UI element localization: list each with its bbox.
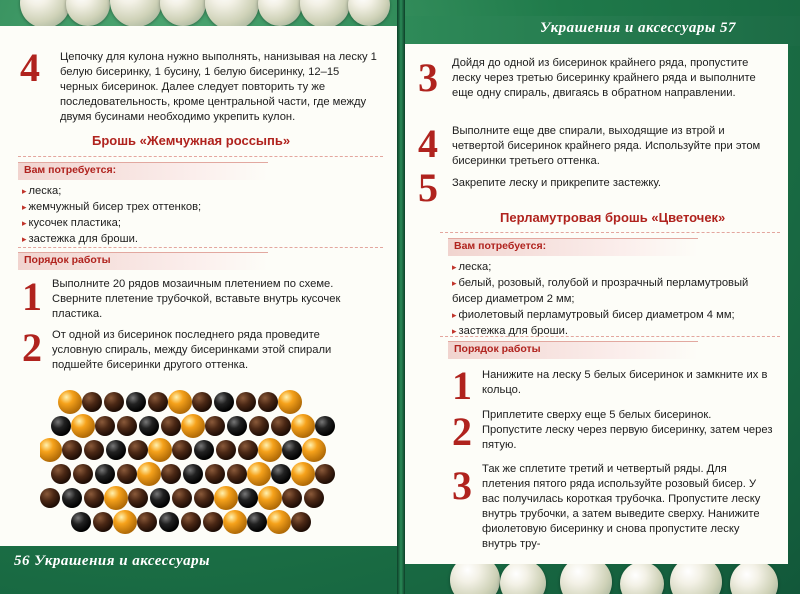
bead xyxy=(205,416,225,436)
bead xyxy=(139,416,159,436)
step-number: 2 xyxy=(22,325,42,370)
page-footer: 56 Украшения и аксессуары xyxy=(14,553,211,569)
bead xyxy=(247,512,267,532)
step-text: Дойдя до одной из бисеринок крайнего ряда, пропустите леску через третью бисеринку крайнего ряда и выполните еще одну спираль, двигаясь в обратном направлении. xyxy=(452,57,756,99)
page-header: Украшения и аксессуары 57 xyxy=(540,20,737,36)
bead xyxy=(73,464,93,484)
needs-label-bar xyxy=(448,238,698,256)
bead xyxy=(104,392,124,412)
bead xyxy=(82,392,102,412)
divider xyxy=(18,247,383,248)
list-item: ▸ застежка для броши. xyxy=(22,231,362,247)
pearl-decoration xyxy=(20,0,70,28)
bead xyxy=(282,440,302,460)
bead xyxy=(278,390,302,414)
bead xyxy=(216,440,236,460)
bead xyxy=(159,512,179,532)
pearl-decoration xyxy=(348,0,390,26)
bead xyxy=(271,416,291,436)
pearl-decoration xyxy=(300,0,350,28)
bead xyxy=(181,414,205,438)
bead xyxy=(291,462,315,486)
divider xyxy=(18,156,383,157)
materials-list xyxy=(452,259,774,339)
bead xyxy=(315,416,335,436)
bead xyxy=(95,416,115,436)
bead xyxy=(117,464,137,484)
step-text: Приплетите сверху еще 5 белых бисеринок. Пропустите леску через первую бисеринку, затем через пятую. xyxy=(482,409,773,451)
needs-label: Вам потребуется: xyxy=(454,240,547,252)
bead xyxy=(137,512,157,532)
order-label: Порядок работы xyxy=(24,254,111,266)
bead xyxy=(148,438,172,462)
bead xyxy=(62,488,82,508)
bead xyxy=(172,440,192,460)
step-number: 1 xyxy=(452,363,472,408)
bead xyxy=(194,440,214,460)
bead xyxy=(40,488,60,508)
divider xyxy=(440,336,780,337)
bead xyxy=(58,390,82,414)
bead xyxy=(126,392,146,412)
bead xyxy=(183,464,203,484)
materials-list xyxy=(22,183,362,247)
pearl-decoration xyxy=(258,0,302,26)
bead xyxy=(214,392,234,412)
bead xyxy=(84,488,104,508)
bead xyxy=(172,488,192,508)
step-text: От одной из бисеринок последнего ряда проведите условную спираль, между бисеринками этой спирали подшейте бисеринки другого оттенка. xyxy=(52,329,332,371)
step-number: 4 xyxy=(20,45,40,90)
step-number: 3 xyxy=(452,463,472,508)
bead xyxy=(194,488,214,508)
pearl-decoration xyxy=(110,0,162,27)
bead xyxy=(282,488,302,508)
bead xyxy=(137,462,161,486)
bead xyxy=(93,512,113,532)
bead xyxy=(315,464,335,484)
bead xyxy=(267,510,291,534)
bead xyxy=(227,416,247,436)
bead xyxy=(249,416,269,436)
bead xyxy=(238,440,258,460)
bead xyxy=(302,438,326,462)
bead xyxy=(113,510,137,534)
section-title: Брошь «Жемчужная россыпь» xyxy=(92,133,291,148)
bead xyxy=(258,392,278,412)
list-item: ▸ фиолетовый перламутровый бисер диаметром 4 мм; xyxy=(452,307,774,323)
bead xyxy=(227,464,247,484)
bead xyxy=(205,464,225,484)
needs-label-bar xyxy=(18,162,268,180)
step-text: Выполните еще две спирали, выходящие из втрой и четвертой бисеринок крайнего ряда. Используйте при этом бисеринки третьего оттенка. xyxy=(452,125,761,167)
bead xyxy=(161,464,181,484)
bead-pattern-illustration xyxy=(40,388,340,538)
list-item: ▸ кусочек пластика; xyxy=(22,215,362,231)
list-item: ▸ белый, розовый, голубой и прозрачный перламутровый бисер диаметром 2 мм; xyxy=(452,275,774,307)
list-item: ▸ леска; xyxy=(22,183,362,199)
list-item: ▸ жемчужный бисер трех оттенков; xyxy=(22,199,362,215)
pearl-decoration xyxy=(500,560,546,594)
step-text: Так же сплетите третий и четвертый ряды. Для плетения пятого ряда используйте розовый бисер. У вас получилась короткая трубочка. Пропустите леску внутрь трубочки, а затем выведите сверху. Нанижите фиолетовую бисеринку и снова пропустите леску внутрь тру- xyxy=(482,463,761,550)
bead xyxy=(71,414,95,438)
list-item: ▸ застежка для броши. xyxy=(452,323,774,339)
bead xyxy=(161,416,181,436)
step-number: 2 xyxy=(452,409,472,454)
bead xyxy=(51,464,71,484)
order-label-bar xyxy=(448,341,698,359)
order-label-bar xyxy=(18,252,268,270)
step-number: 3 xyxy=(418,55,438,100)
bead xyxy=(258,486,282,510)
book-spine xyxy=(397,0,405,594)
bead xyxy=(247,462,271,486)
bead xyxy=(238,488,258,508)
order-label: Порядок работы xyxy=(454,343,541,355)
divider xyxy=(440,232,780,233)
bead xyxy=(181,512,201,532)
step-text: Нанижите на леску 5 белых бисеринок и замкните их в кольцо. xyxy=(482,369,768,396)
step-text: Закрепите леску и прикрепите застежку. xyxy=(452,177,662,189)
bead xyxy=(51,416,71,436)
bead xyxy=(203,512,223,532)
step-number: 4 xyxy=(418,121,438,166)
bead xyxy=(128,488,148,508)
step-number: 5 xyxy=(418,165,438,210)
bead xyxy=(40,438,62,462)
bead xyxy=(291,414,315,438)
step-text: Выполните 20 рядов мозаичным плетением по схеме. Сверните плетение трубочкой, вставьте внутрь кусочек пластика. xyxy=(52,278,341,320)
pearl-decoration xyxy=(160,0,206,26)
bead xyxy=(148,392,168,412)
pearl-decoration xyxy=(620,562,664,594)
bead xyxy=(150,488,170,508)
needs-label: Вам потребуется: xyxy=(24,164,117,176)
pearl-decoration xyxy=(66,0,110,26)
step-number: 1 xyxy=(22,274,42,319)
section-title: Перламутровая брошь «Цветочек» xyxy=(500,210,726,225)
bead xyxy=(106,440,126,460)
bead xyxy=(214,486,238,510)
bead xyxy=(104,486,128,510)
bead xyxy=(258,438,282,462)
bead xyxy=(168,390,192,414)
step-text: Цепочку для кулона нужно выполнять, нанизывая на леску 1 белую бисеринку, 1 бусину, 1 белую бисеринку, 12–15 черных бисеринок. Далее следует повторить ту же последовательность, кроме центральной части, где между двумя бусинами необходимо укрепить кулон. xyxy=(60,51,377,123)
bead xyxy=(84,440,104,460)
list-item: ▸ леска; xyxy=(452,259,774,275)
bead xyxy=(128,440,148,460)
bead xyxy=(192,392,212,412)
bead xyxy=(223,510,247,534)
bead xyxy=(271,464,291,484)
bead xyxy=(291,512,311,532)
bead xyxy=(117,416,137,436)
bead xyxy=(71,512,91,532)
bead xyxy=(236,392,256,412)
bead xyxy=(304,488,324,508)
pearl-decoration xyxy=(730,560,778,594)
bead xyxy=(62,440,82,460)
bead xyxy=(95,464,115,484)
